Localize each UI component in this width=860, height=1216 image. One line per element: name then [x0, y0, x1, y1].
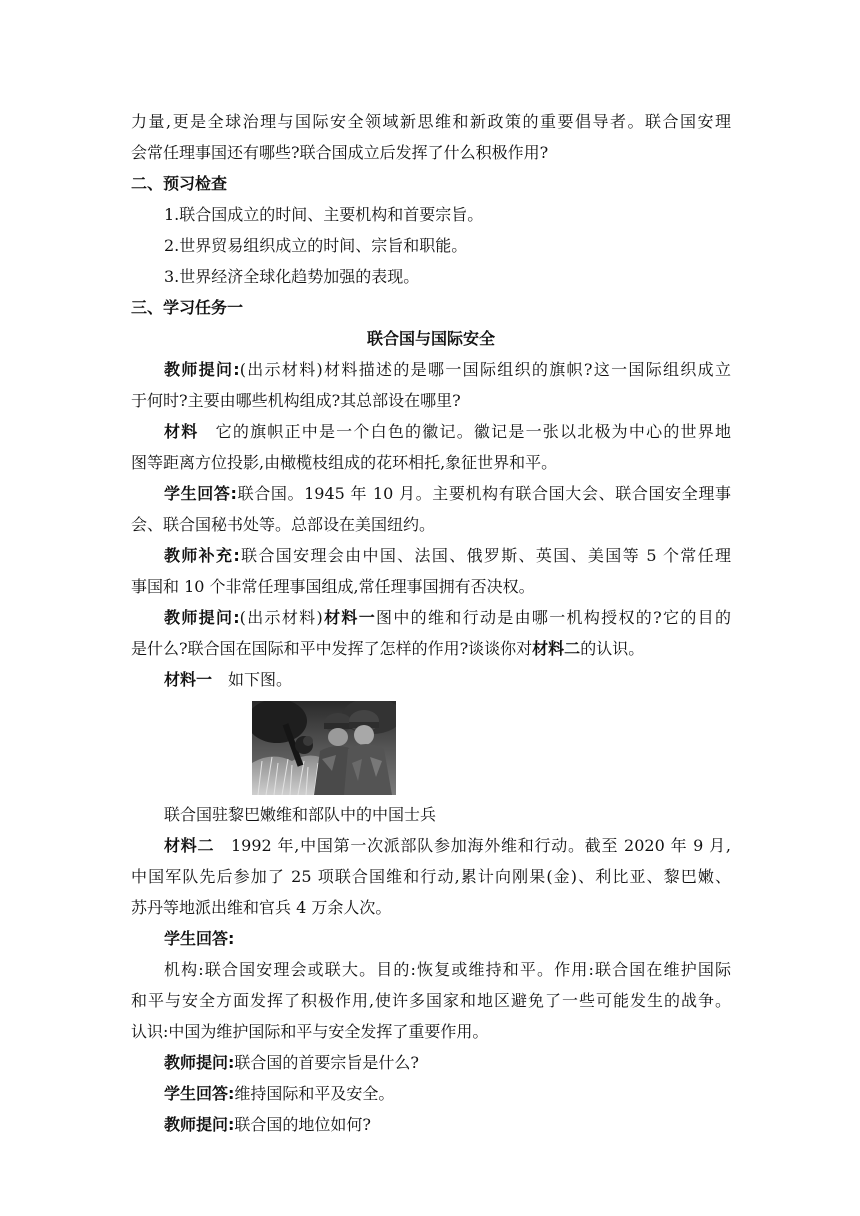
teacher-question-text: 的认识。: [580, 639, 645, 658]
preview-item-3: 3.世界经济全球化趋势加强的表现。: [164, 267, 420, 286]
teacher-question-text: 图中的维和行动是由哪一机构授权的?它的目的: [376, 608, 731, 627]
student-answer-text: 联合国。1945 年 10 月。主要机构有联合国大会、联合国安全理事: [236, 484, 731, 503]
teacher-question-text: (出示材料): [239, 608, 323, 627]
teacher-question-label: 教师提问:: [164, 360, 240, 379]
teacher-supplement-text: 联合国安理会由中国、法国、俄罗斯、英国、美国等 5 个常任理: [239, 546, 731, 565]
material-two-cont-2: 苏丹等地派出维和官兵 4 万余人次。: [131, 898, 392, 917]
teacher-question-4: [131, 1109, 731, 1140]
intro-line-1: 力量,更是全球治理与国际安全领域新思维和新政策的重要倡导者。联合国安理: [131, 112, 731, 131]
material-two-cont-1: 中国军队先后参加了 25 项联合国维和行动,累计向刚果(金)、利比亚、黎巴嫩、: [131, 867, 731, 886]
student-answer-2-line-3: 认识:中国为维护国际和平与安全发挥了重要作用。: [131, 1022, 489, 1041]
teacher-question-label: 教师提问:: [164, 1053, 235, 1072]
material-one-text: 如下图。: [212, 670, 293, 689]
teacher-supplement: [131, 540, 731, 571]
teacher-question-text: 联合国的首要宗旨是什么?: [234, 1053, 419, 1072]
material-two-text: 1992 年,中国第一次派部队参加海外维和行动。截至 2020 年 9 月,: [214, 836, 731, 855]
teacher-question-2-cont: [131, 633, 731, 664]
material-label: 材料: [164, 422, 199, 441]
student-answer-2-line-2: 和平与安全方面发挥了积极作用,使许多国家和地区避免了一些可能发生的战争。: [131, 991, 731, 1010]
student-answer-1-cont: 会、联合国秘书处等。总部设在美国纽约。: [131, 515, 436, 534]
preview-item-2: 2.世界贸易组织成立的时间、宗旨和职能。: [164, 236, 468, 255]
teacher-question-text: 联合国的地位如何?: [234, 1115, 371, 1134]
teacher-question-1: [131, 354, 731, 385]
teacher-question-2: [131, 602, 731, 633]
material-two-label: 材料二: [164, 836, 215, 855]
material-flag: [131, 416, 731, 447]
document-page: [131, 106, 731, 1140]
student-answer-1: [131, 478, 731, 509]
teacher-supplement-cont: 事国和 10 个非常任理事国组成,常任理事国拥有否决权。: [131, 577, 535, 596]
student-answer-text: 维持国际和平及安全。: [234, 1084, 395, 1103]
teacher-question-label: 教师提问:: [164, 608, 240, 627]
intro-line-2: 会常任理事国还有哪些?联合国成立后发挥了什么积极作用?: [131, 143, 549, 162]
material-one: [131, 664, 731, 695]
student-answer-2-line-1: 机构:联合国安理会或联大。目的:恢复或维持和平。作用:联合国在维护国际: [164, 960, 731, 979]
student-answer-label: 学生回答:: [164, 1084, 235, 1103]
photo-caption: 联合国驻黎巴嫩维和部队中的中国士兵: [164, 805, 437, 824]
peacekeeper-photo: [252, 701, 396, 795]
material-two: [131, 830, 731, 861]
preview-item-1: 1.联合国成立的时间、主要机构和首要宗旨。: [164, 205, 484, 224]
student-answer-3: [131, 1078, 731, 1109]
teacher-supplement-label: 教师补充:: [164, 546, 240, 565]
teacher-question-text: (出示材料)材料描述的是哪一国际组织的旗帜?这一国际组织成立: [239, 360, 731, 379]
teacher-question-text: 是什么?联合国在国际和平中发挥了怎样的作用?谈谈你对: [131, 639, 533, 658]
teacher-question-1-cont: 于何时?主要由哪些机构组成?其总部设在哪里?: [131, 391, 461, 410]
student-answer-label: 学生回答:: [164, 484, 237, 503]
material-flag-cont: 图等距离方位投影,由橄榄枝组成的花环相托,象征世界和平。: [131, 453, 558, 472]
teacher-question-3: [131, 1047, 731, 1078]
student-answer-2-label: 学生回答:: [164, 929, 235, 948]
section-3-heading: 三、学习任务一: [131, 298, 244, 317]
teacher-question-label: 教师提问:: [164, 1115, 235, 1134]
material-one-ref: 材料一: [322, 608, 377, 627]
section-2-heading: 二、预习检查: [131, 174, 228, 193]
material-two-ref: 材料二: [532, 639, 581, 658]
material-text: 它的旗帜正中是一个白色的徽记。徽记是一张以北极为中心的世界地: [198, 422, 731, 441]
section-3-subtitle: 联合国与国际安全: [366, 329, 495, 348]
material-one-label: 材料一: [164, 670, 213, 689]
